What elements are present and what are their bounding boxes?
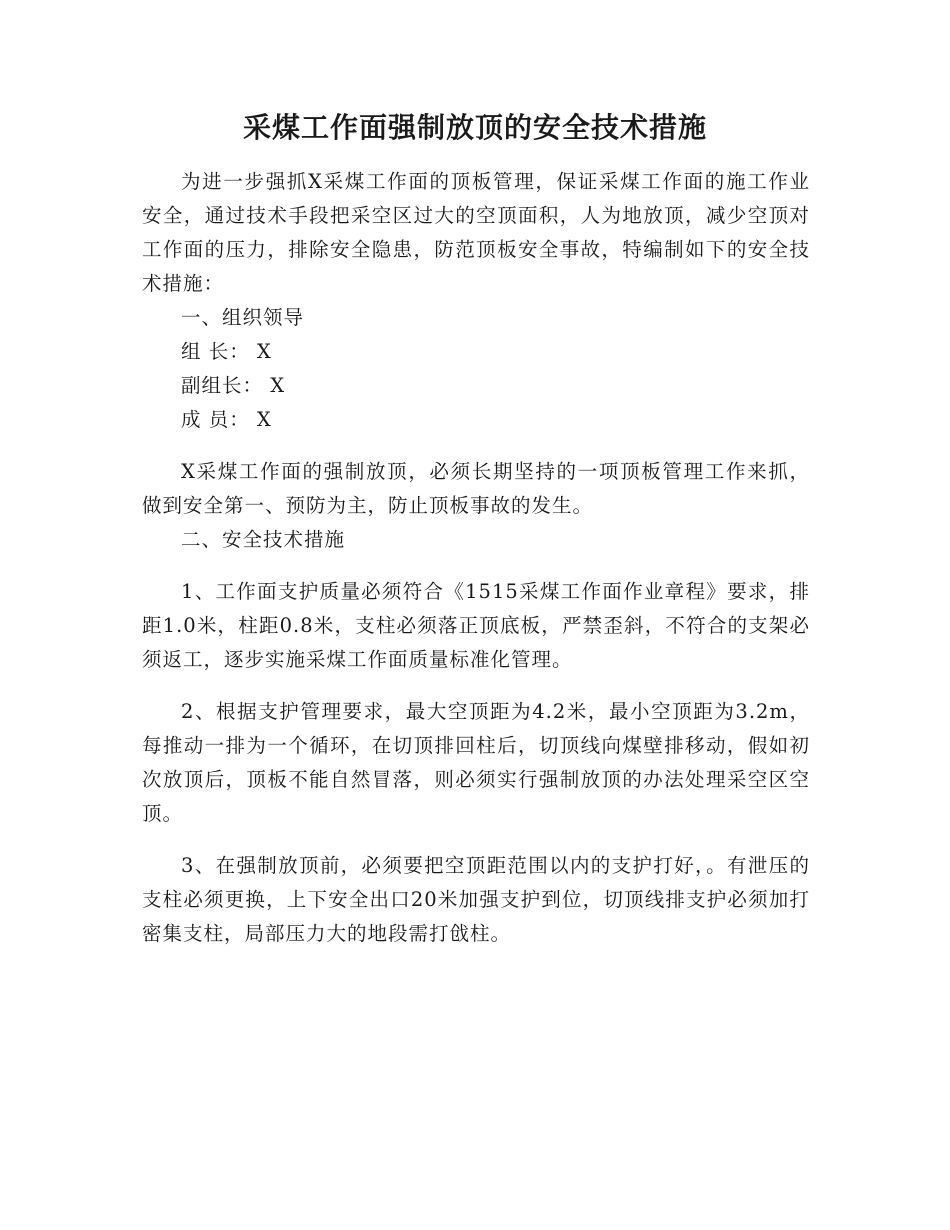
intro-paragraph: 为进一步强抓X采煤工作面的顶板管理，保证采煤工作面的施工作业安全，通过技术手段把采空区过大的空顶面积，人为地放顶，减少空顶对工作面的压力，排除安全隐患，防范顶板安全事故，特编制如下的安全技术措施：	[142, 170, 810, 295]
measure-item-1: 1、工作面支护质量必须符合《1515采煤工作面作业章程》要求，排距1.0米，柱距0.8米，支柱必须落正顶底板，严禁歪斜，不符合的支架必须返工，逐步实施采煤工作面质量标准化管理。	[142, 580, 810, 671]
measure-item-3: 3、在强制放顶前，必须要把空顶距范围以内的支护打好，。有泄压的支柱必须更换，上下安全出口20米加强支护到位，切顶线排支护必须加打密集支柱，局部压力大的地段需打戗柱。	[142, 854, 810, 945]
section-heading-organization: 一、组织领导	[181, 306, 305, 329]
members-line: 成 员： X	[181, 408, 272, 431]
document-title: 采煤工作面强制放顶的安全技术措施	[242, 111, 707, 144]
deputy-leader-line: 副组长： X	[181, 374, 286, 397]
section-heading-safety-measures: 二、安全技术措施	[181, 528, 346, 551]
leader-line: 组 长： X	[181, 340, 272, 363]
principle-paragraph: X采煤工作面的强制放顶，必须长期坚持的一项顶板管理工作来抓，做到安全第一、预防为主，防止顶板事故的发生。	[142, 460, 810, 517]
measure-item-2: 2、根据支护管理要求，最大空顶距为4.2米，最小空顶距为3.2m，每推动一排为一个循环，在切顶排回柱后，切顶线向煤壁排移动，假如初次放顶后，顶板不能自然冒落，则必须实行强制放顶的办法处理采空区空顶。	[142, 700, 810, 825]
document-body	[142, 165, 810, 951]
